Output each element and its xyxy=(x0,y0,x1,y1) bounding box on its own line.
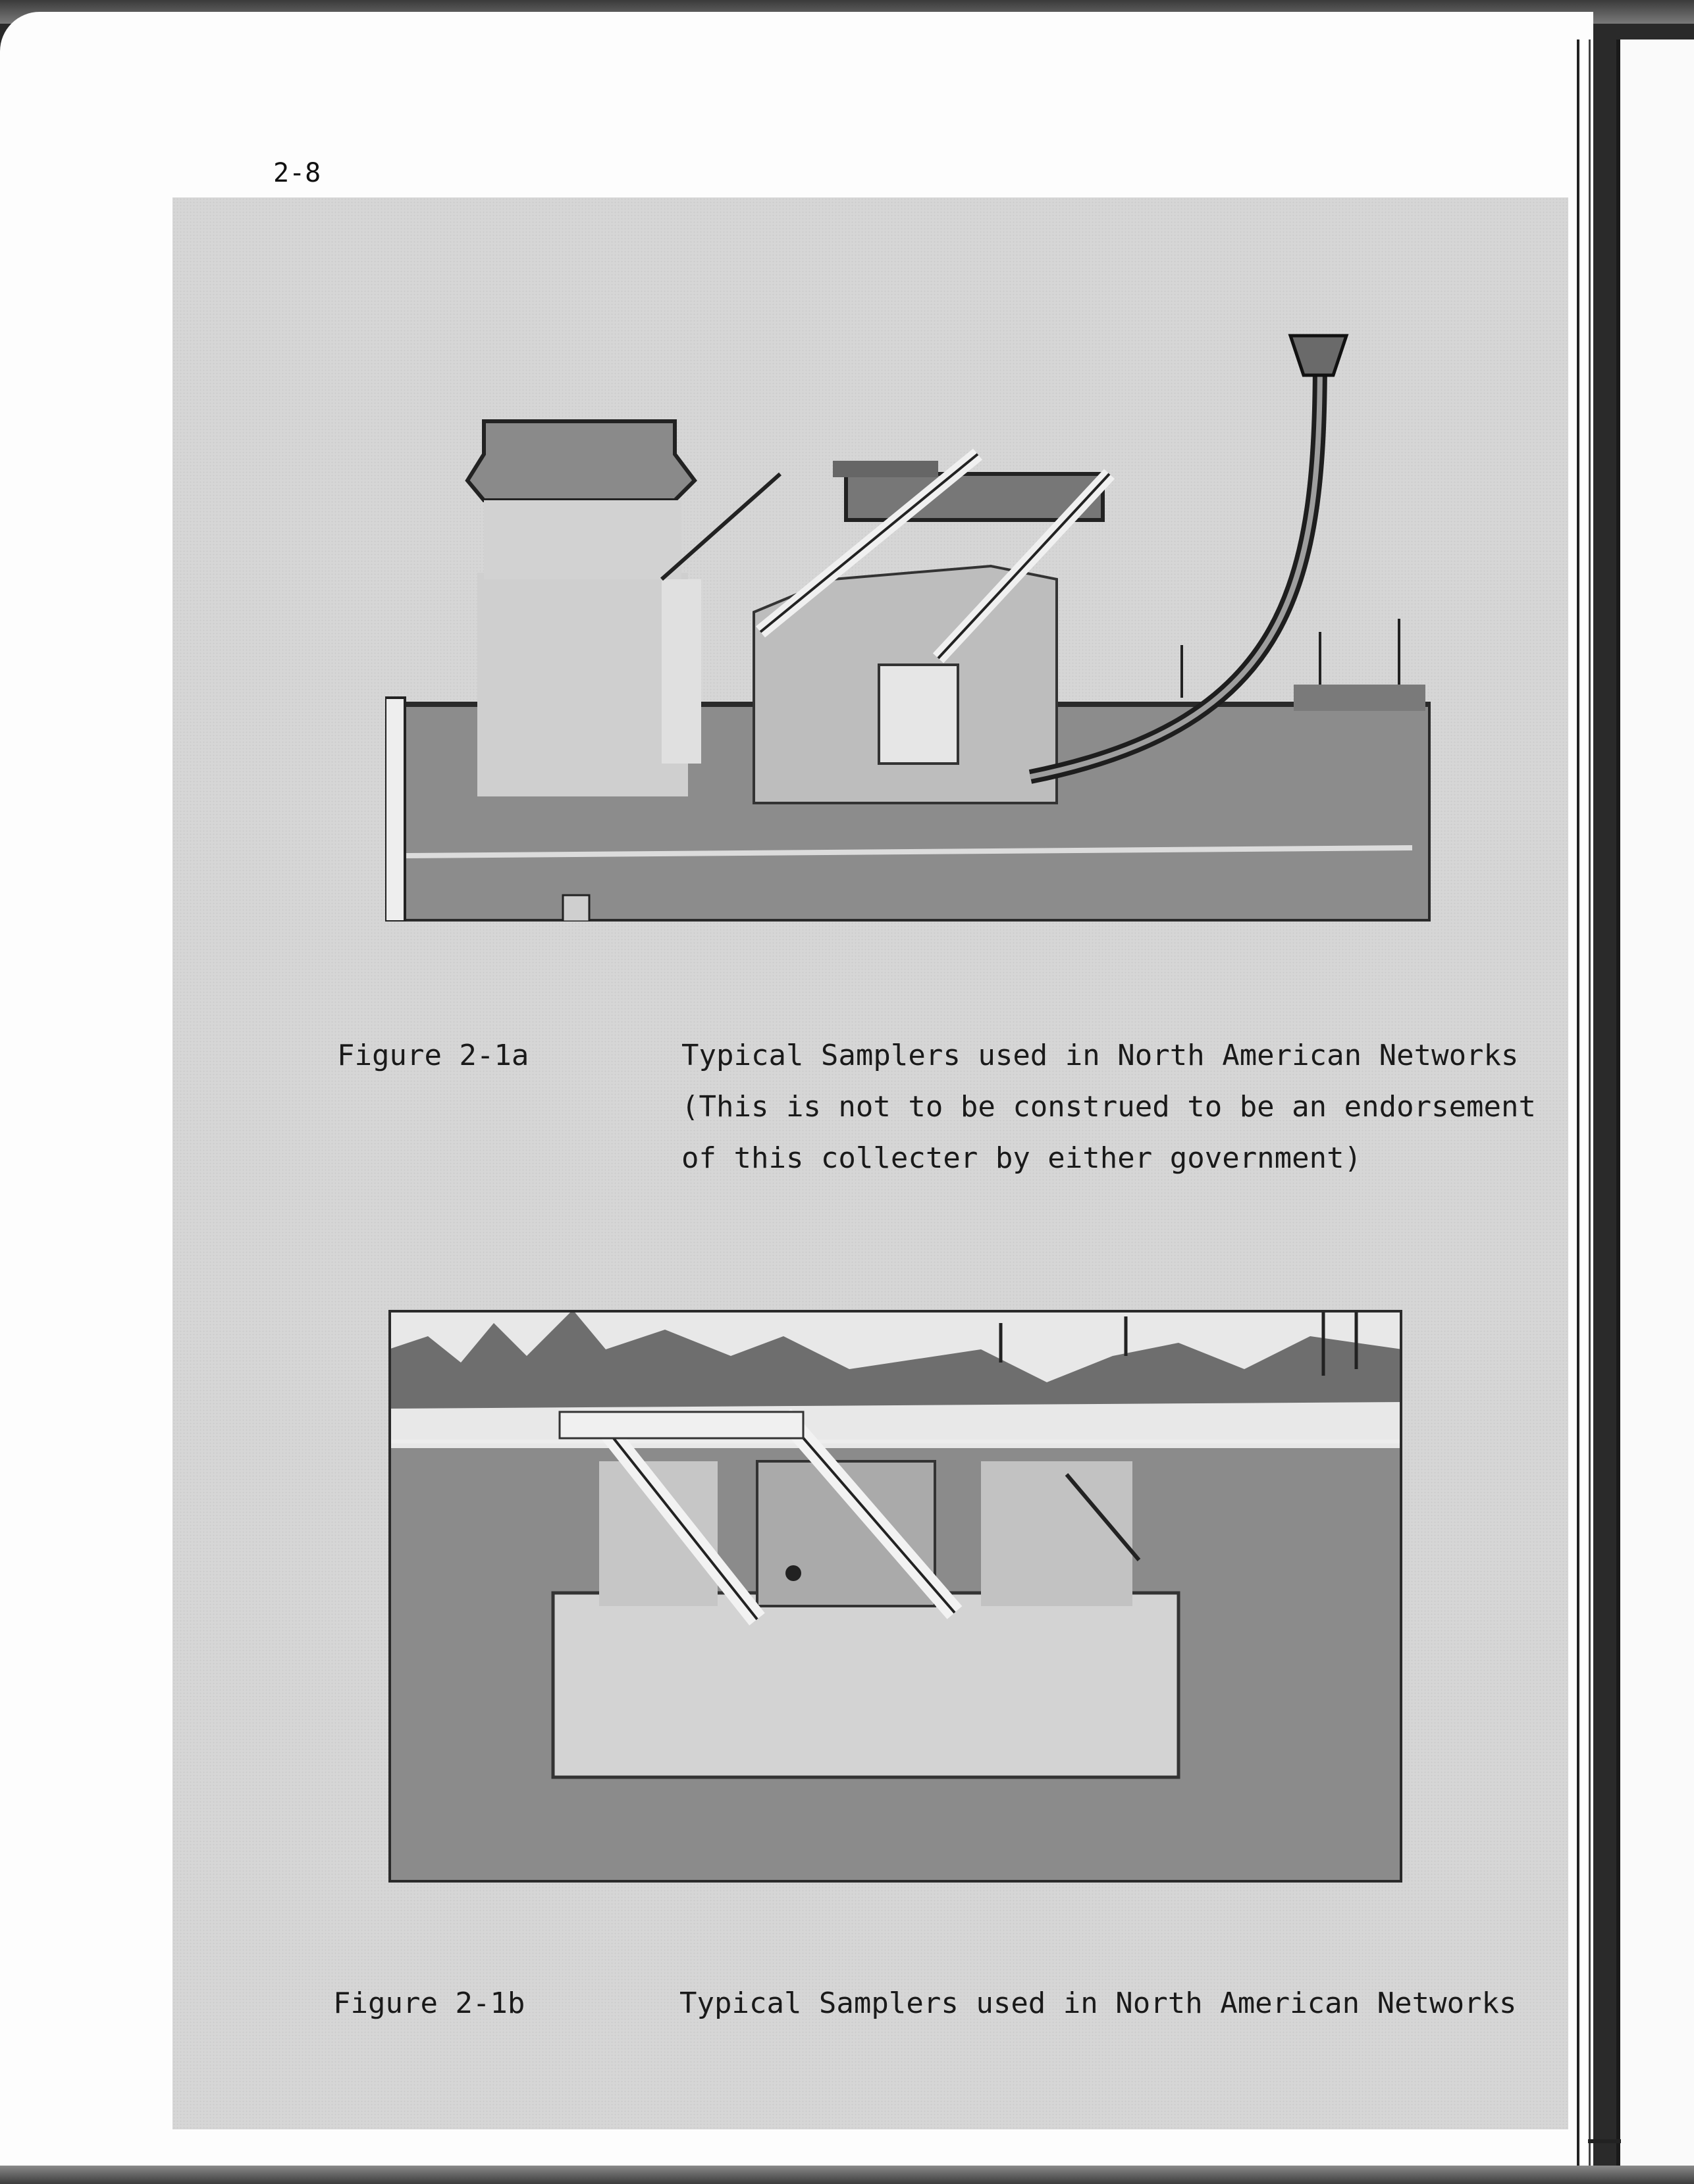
sampler-photo-1b-image xyxy=(388,1310,1402,1883)
scan-border-bottom xyxy=(0,2166,1694,2184)
figure-1a-label: Figure 2-1a xyxy=(337,1039,529,1072)
gutter-mark xyxy=(1588,2139,1621,2143)
sampler-photo-1a-image xyxy=(385,316,1431,922)
figure-1a-caption-line-3: of this collecter by either government) xyxy=(681,1141,1362,1175)
page-number: 2-8 xyxy=(273,158,321,188)
figure-1b-label: Figure 2-1b xyxy=(333,1987,525,2020)
figure-1a-caption-line-1: Typical Samplers used in North American Networks xyxy=(681,1039,1519,1072)
page-edge xyxy=(1577,39,1591,2166)
figure-1b-caption-line-1: Typical Samplers used in North American Networks xyxy=(679,1987,1517,2020)
figure-1a-caption-line-2: (This is not to be construed to be an endorsement xyxy=(681,1090,1537,1124)
next-page-edge xyxy=(1616,39,1694,2166)
